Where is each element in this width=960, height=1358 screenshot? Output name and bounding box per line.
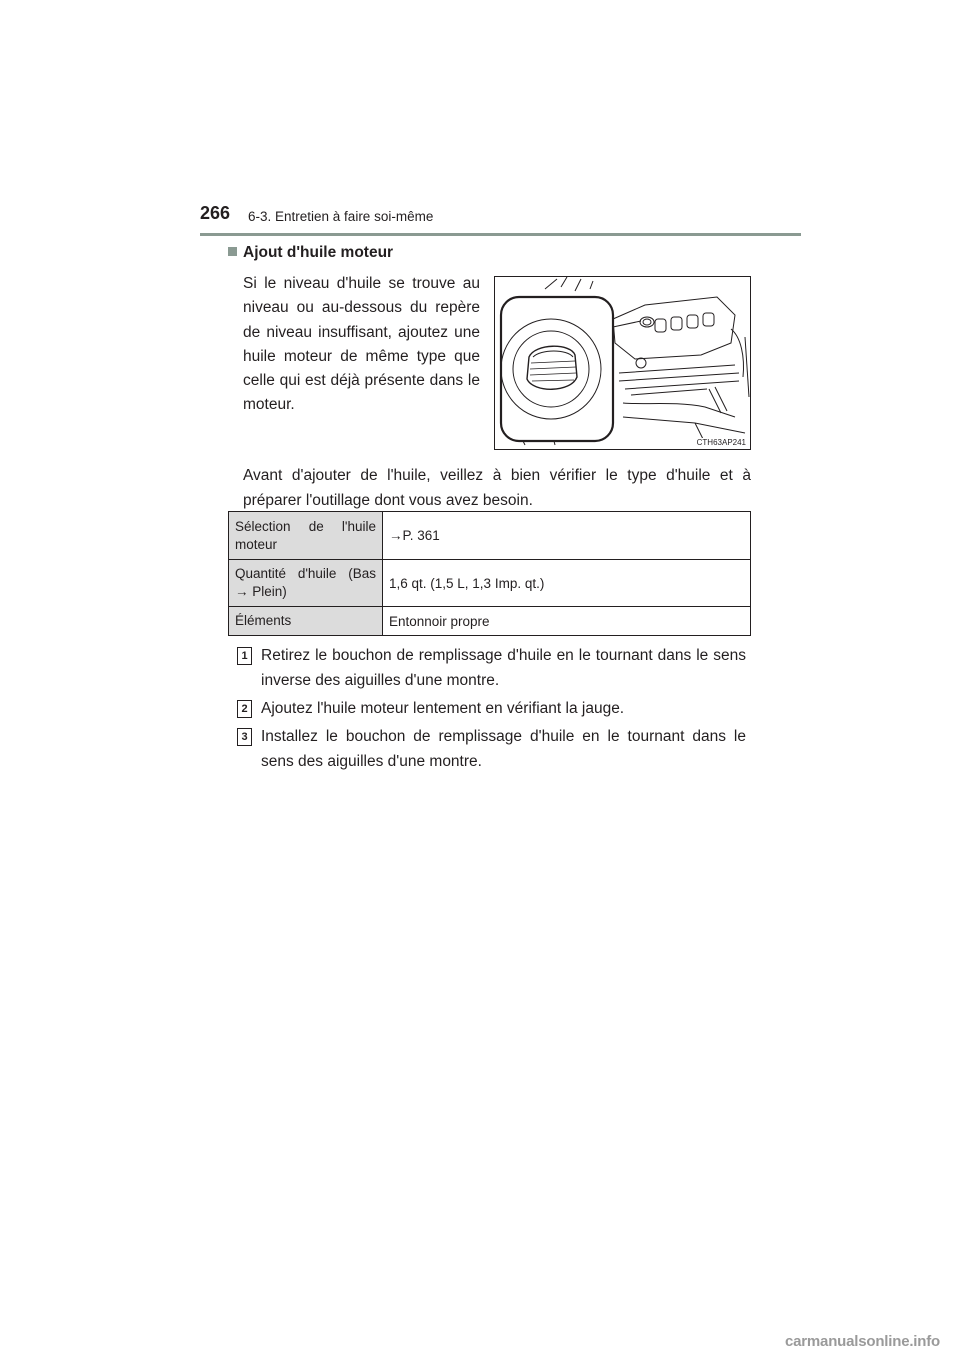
step-text: Retirez le bouchon de remplissage d'huile en le tournant dans le sens inverse des aiguilles d'une montre. [261, 647, 746, 689]
table-label-cell: Quantité d'huile (Bas → Plein) [229, 560, 383, 607]
step-number: 1 [237, 647, 252, 665]
table-value-cell: →P. 361 [383, 512, 751, 560]
engine-oil-cap-illustration [494, 276, 751, 450]
figure-code: CTH63AP241 [696, 438, 746, 447]
intro-text: Si le niveau d'huile se trouve au niveau ou au-dessous du repère de niveau insuffisant, ajoutez une huile moteur de même type que celle qui est déjà présente dans le moteur. [243, 275, 480, 414]
step-number: 2 [237, 700, 252, 718]
oil-spec-table [228, 511, 751, 636]
header-rule [200, 233, 801, 236]
step-text: Ajoutez l'huile moteur lentement en vérifiant la jauge. [261, 700, 625, 717]
table-value-cell: Entonnoir propre [383, 607, 751, 636]
engine-bay-drawing [495, 277, 750, 449]
table-value-cell: 1,6 qt. (1,5 L, 1,3 Imp. qt.) [383, 560, 751, 607]
section-heading [228, 244, 393, 262]
step-number: 3 [237, 728, 252, 746]
table-row [229, 560, 751, 607]
table-label-cell: Sélection de l'huile moteur [229, 512, 383, 560]
table-row [229, 607, 751, 636]
step-text: Installez le bouchon de remplissage d'huile en le tournant dans le sens des aiguilles d'une montre. [261, 728, 746, 770]
table-row [229, 512, 751, 560]
page-number: 266 [200, 203, 231, 223]
watermark: carmanualsonline.info [785, 1333, 940, 1350]
section-title: 6-3. Entretien à faire soi-même [248, 209, 434, 224]
step-item [237, 724, 746, 774]
square-bullet-icon [228, 247, 237, 256]
step-item [237, 643, 746, 693]
body-paragraph: Avant d'ajouter de l'huile, veillez à bien vérifier le type d'huile et à préparer l'outillage dont vous avez besoin. [243, 467, 751, 509]
steps-list [237, 643, 746, 777]
table-label-cell: Éléments [229, 607, 383, 636]
step-item [237, 696, 746, 721]
heading-text: Ajout d'huile moteur [243, 244, 394, 261]
